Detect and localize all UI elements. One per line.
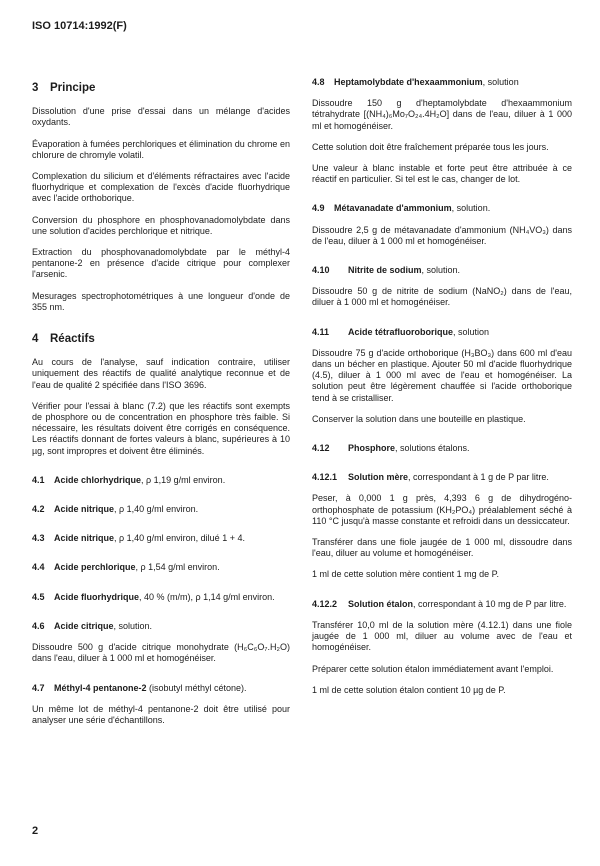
paragraph: Dissoudre 2,5 g de métavanadate d'ammonium (NH₄VO₃) dans de l'eau, diluer à 1 000 ml et homogénéiser. [312, 224, 572, 246]
reagent-item: 4.5 Acide fluorhydrique, 40 % (m/m), ρ 1,14 g/ml environ. [32, 591, 275, 602]
paragraph: 1 ml de cette solution étalon contient 10 µg de P. [312, 684, 506, 695]
reagent-item: 4.4 Acide perchlorique, ρ 1,54 g/ml environ. [32, 562, 220, 573]
document-header: ISO 10714:1992(F) [32, 20, 127, 32]
section-number: 4 [32, 333, 39, 346]
paragraph: Conserver la solution dans une bouteille en plastique. [312, 413, 526, 424]
paragraph: Cette solution doit être fraîchement préparée tous les jours. [312, 141, 549, 152]
paragraph: Évaporation à fumées perchloriques et élimination du chrome en chlorure de chromyle volatil. [32, 138, 290, 160]
reagent-item: 4.8 Heptamolybdate d'hexaammonium, solution [312, 77, 519, 87]
reagent-item: 4.11 Acide tétrafluoroborique, solution [312, 326, 490, 337]
paragraph: Au cours de l'analyse, sauf indication contraire, utiliser uniquement des réactifs de qualité analytique reconnue et de l'eau de qualité 2 spécifiée dans l'ISO 3696. [32, 357, 290, 390]
reagent-subitem: 4.12.2 Solution étalon, correspondant à 10 mg de P par litre. [312, 598, 567, 609]
reagent-item: 4.10 Nitrite de sodium, solution. [312, 265, 461, 276]
paragraph: Préparer cette solution étalon immédiatement avant l'emploi. [312, 663, 554, 674]
paragraph: Transférer dans une fiole jaugée de 1 000 ml, dissoudre dans l'eau, diluer au volume et homogénéiser. [312, 537, 572, 559]
paragraph: 1 ml de cette solution mère contient 1 mg de P. [312, 569, 499, 580]
paragraph: Dissoudre 500 g d'acide citrique monohydrate (H₆C₆O₇.H₂O) dans l'eau, diluer à 1 000 ml et homogénéiser. [32, 642, 290, 664]
reagent-item: 4.9 Métavanadate d'ammonium, solution. [312, 203, 491, 214]
reagent-item: 4.2 Acide nitrique, ρ 1,40 g/ml environ. [32, 504, 199, 515]
section-number: 3 [32, 82, 39, 94]
paragraph: Un même lot de méthyl-4 pentanone-2 doit être utilisé pour analyser une série d'échantillons. [32, 703, 290, 725]
right-column [312, 77, 572, 706]
section-3-heading [32, 83, 290, 94]
paragraph: Peser, à 0,000 1 g près, 4,393 6 g de dihydrogéno-orthophosphate de potassium (KH₂PO₄) préalablement séché à 110 °C jusqu'à masse constante et refroidi dans un dessiccateur. [312, 493, 572, 526]
left-column [32, 80, 290, 736]
paragraph: Transférer 10,0 ml de la solution mère (4.12.1) dans une fiole jaugée de 1 000 ml, diluer au volume avec de l'eau et homogénéiser. [312, 619, 572, 653]
paragraph: Extraction du phosphovanadomolybdate par le méthyl-4 pentanone-2 en présence d'acide citrique pour complexer l'arsenic. [32, 247, 290, 280]
paragraph: Dissoudre 150 g d'heptamolybdate d'hexaammonium tétrahydrate [(NH₄)₆Mo₇O₂₄.4H₂O] dans de l'eau, diluer à 1 000 ml et homogénéiser. [312, 98, 572, 131]
section-title: Principe [50, 82, 96, 94]
paragraph: Une valeur à blanc instable et forte peut être attribuée à ce réactif en particulier. Si tel est le cas, changer de lot. [312, 163, 572, 185]
paragraph: Mesurages spectrophotométriques à une longueur d'onde de 355 nm. [32, 290, 290, 312]
paragraph: Conversion du phosphore en phosphovanadomolybdate dans une solution d'acides perchlorique et nitrique. [32, 214, 290, 236]
reagent-item: 4.12 Phosphore, solutions étalons. [312, 443, 470, 454]
paragraph: Dissolution d'une prise d'essai dans un mélange d'acides oxydants. [32, 106, 290, 128]
section-4-heading [32, 334, 290, 345]
paragraph: Dissoudre 75 g d'acide orthoborique (H₃BO₃) dans 600 ml d'eau dans un bécher en plastique. Ajouter 50 ml d'acide fluorhydrique (4.5), diluer à 1 000 ml avec de l'eau et homogénéiser. La solution peut être légèrement chauffée si l'acide orthoborique tend à se cristalliser. [312, 347, 572, 403]
reagent-item: 4.3 Acide nitrique, ρ 1,40 g/ml environ, dilué 1 + 4. [32, 533, 245, 544]
paragraph: Complexation du silicium et d'éléments réfractaires avec l'acide fluorhydrique et complexation de l'excès d'acide fluorhydrique avec l'acide orthoborique. [32, 171, 290, 204]
paragraph: Vérifier pour l'essai à blanc (7.2) que les réactifs sont exempts de phosphore ou de concentration en phosphore très faible. Si nécessaire, les résultats doivent être corrigés en conséquence. Les réactifs donnant de fortes valeurs à blanc, supérieures à 10 µg, sont impropres et doivent être éliminés. [32, 400, 290, 456]
reagent-item: 4.6 Acide citrique, solution. [32, 620, 153, 631]
page-number: 2 [32, 825, 39, 837]
reagent-item: 4.7 Méthyl-4 pentanone-2 (isobutyl méthyl cétone). [32, 682, 247, 693]
paragraph: Dissoudre 50 g de nitrite de sodium (NaNO₂) dans de l'eau, diluer à 1 000 ml et homogénéiser. [312, 286, 572, 308]
section-title: Réactifs [50, 333, 95, 346]
reagent-item: 4.1 Acide chlorhydrique, ρ 1,19 g/ml environ. [32, 474, 226, 485]
reagent-subitem: 4.12.1 Solution mère, correspondant à 1 g de P par litre. [312, 472, 549, 483]
